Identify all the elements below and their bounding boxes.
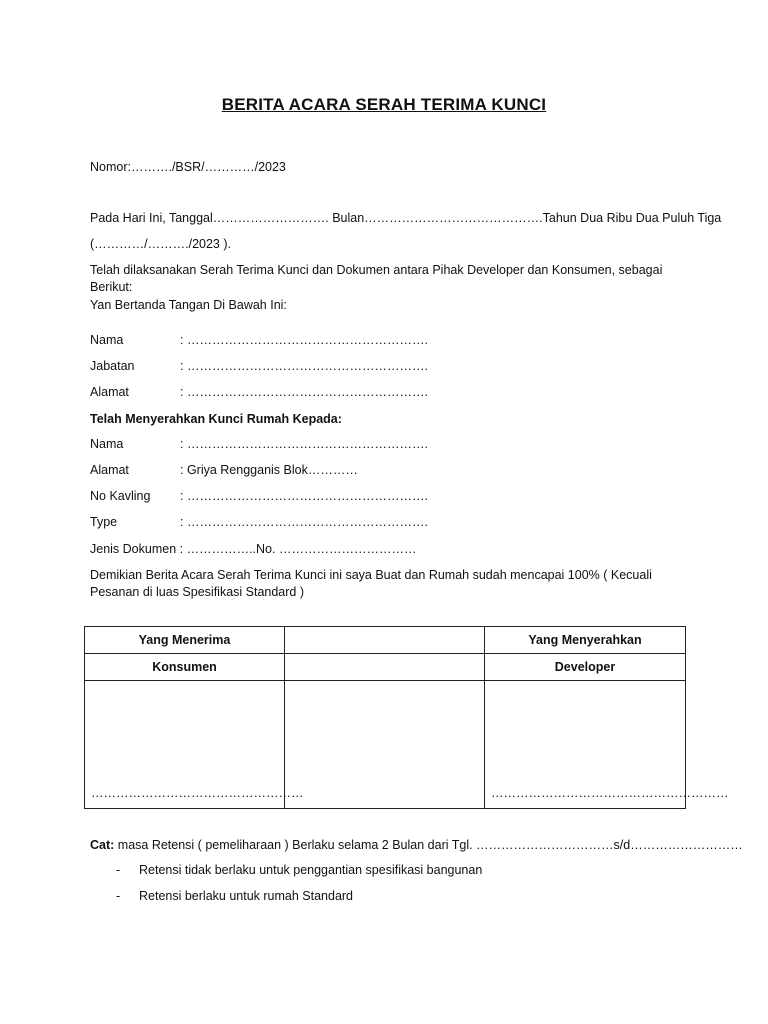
field-value-jabatan: : …………………………………………………. <box>180 359 428 373</box>
field-label-jabatan: Jabatan <box>90 359 135 373</box>
note-label: Cat: <box>90 838 115 852</box>
field-value-nama-recipient: : …………………………………………………. <box>180 437 428 451</box>
receiver-header: Yang Menerima <box>85 627 285 654</box>
field-label-type: Type <box>90 515 118 529</box>
date-line: Pada Hari Ini, Tanggal………………………. Bulan…………………………………….Tahun Dua Ribu Dua Puluh Tiga <box>90 211 722 225</box>
field-label-nama: Nama <box>90 333 124 347</box>
giver-role: Developer <box>485 654 686 681</box>
intro-line: Telah dilaksanakan Serah Terima Kunci dan Dokumen antara Pihak Developer dan Konsumen, sebagai <box>90 263 663 277</box>
note-bullet-item: Retensi tidak berlaku untuk penggantian spesifikasi bangunan <box>139 863 483 877</box>
note-text: masa Retensi ( pemeliharaan ) Berlaku selama 2 Bulan dari Tgl. ……………………………s/d……………………… <box>114 838 743 852</box>
closing-line: Pesanan di luas Spesifikasi Standard ) <box>90 585 305 599</box>
empty-signature-cell <box>285 681 485 809</box>
date-line-numeric: (…………/………./2023 ). <box>90 237 231 251</box>
field-value-nama: : …………………………………………………. <box>180 333 428 347</box>
field-value-type: : …………………………………………………. <box>180 515 428 529</box>
signature-table <box>84 626 729 809</box>
closing-line: Demikian Berita Acara Serah Terima Kunci ini saya Buat dan Rumah sudah mencapai 100% ( Kecuali <box>90 568 652 582</box>
empty-role-cell <box>285 654 485 681</box>
receiver-signature-cell <box>85 681 304 809</box>
field-value-alamat-recipient: : Griya Rengganis Blok………… <box>180 463 358 477</box>
bullet-marker: - <box>116 863 121 877</box>
giver-signature-cell <box>485 681 729 809</box>
receiver-role: Konsumen <box>85 654 285 681</box>
jenis-dokumen-line: Jenis Dokumen : ……………..No. …………………………… <box>90 542 417 556</box>
receiver-signature-line: …………………………………………… <box>91 786 304 800</box>
retention-note <box>90 837 743 853</box>
field-label-alamat: Alamat <box>90 385 129 399</box>
intro-line: Berikut: <box>90 280 133 294</box>
empty-header-cell <box>285 627 485 654</box>
document-number: Nomor:………./BSR/…………/2023 <box>90 160 286 174</box>
field-label-nama-recipient: Nama <box>90 437 124 451</box>
field-label-alamat-recipient: Alamat <box>90 463 129 477</box>
field-value-no-kavling: : …………………………………………………. <box>180 489 428 503</box>
field-value-alamat: : …………………………………………………. <box>180 385 428 399</box>
handover-heading: Telah Menyerahkan Kunci Rumah Kepada: <box>90 412 342 426</box>
giver-signature-line: ………………………………………………… <box>491 786 729 800</box>
intro-line: Yan Bertanda Tangan Di Bawah Ini: <box>90 298 287 312</box>
bullet-marker: - <box>116 889 121 903</box>
document-title: BERITA ACARA SERAH TERIMA KUNCI <box>221 95 547 114</box>
field-label-no-kavling: No Kavling <box>90 489 151 503</box>
giver-header: Yang Menyerahkan <box>485 627 686 654</box>
note-bullet-item: Retensi berlaku untuk rumah Standard <box>139 889 354 903</box>
